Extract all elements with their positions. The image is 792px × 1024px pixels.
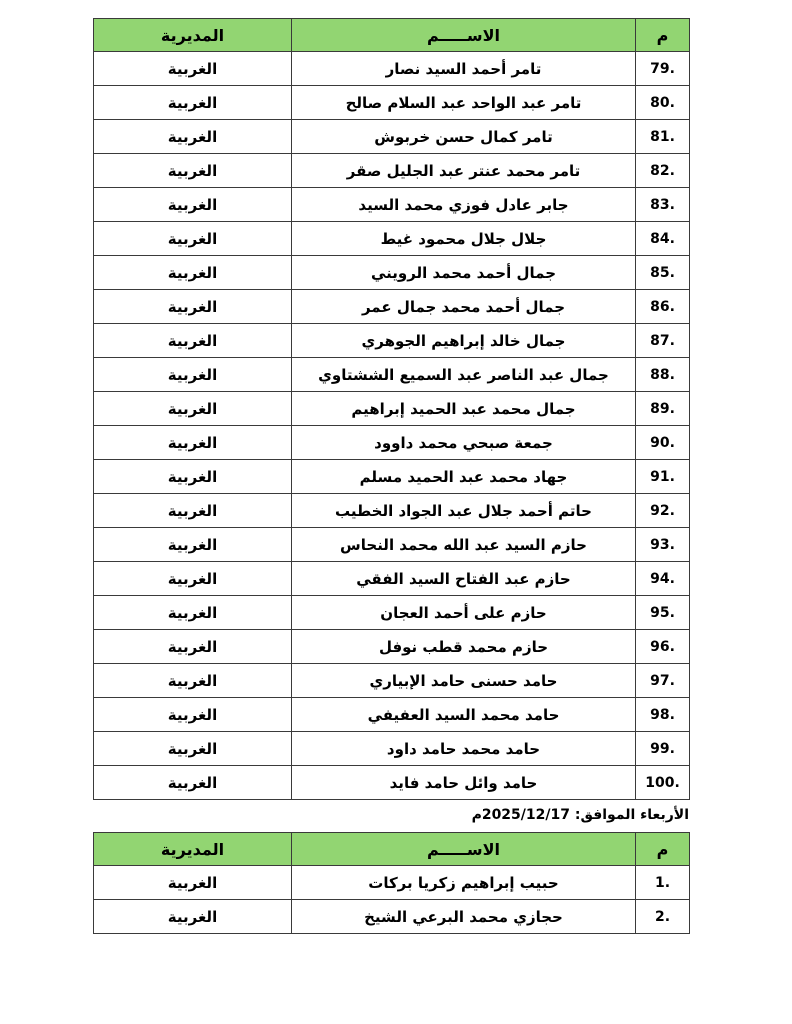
table-row — [94, 358, 690, 392]
row-number: 79. — [636, 52, 690, 86]
row-name: جمال أحمد محمد الرويني — [292, 256, 636, 290]
table-row — [94, 900, 690, 934]
header-directorate: المديرية — [94, 833, 292, 866]
row-number: 89. — [636, 392, 690, 426]
table-row — [94, 698, 690, 732]
row-name: تامر عبد الواحد عبد السلام صالح — [292, 86, 636, 120]
row-number: 99. — [636, 732, 690, 766]
table-row — [94, 528, 690, 562]
row-directorate: الغربية — [94, 698, 292, 732]
table-header-row — [94, 19, 690, 52]
table-row — [94, 630, 690, 664]
row-number: 88. — [636, 358, 690, 392]
row-number: 84. — [636, 222, 690, 256]
row-directorate: الغربية — [94, 528, 292, 562]
row-name: جهاد محمد عبد الحميد مسلم — [292, 460, 636, 494]
table-row — [94, 256, 690, 290]
row-number: 94. — [636, 562, 690, 596]
row-name: جمال عبد الناصر عبد السميع الششتاوي — [292, 358, 636, 392]
header-directorate: المديرية — [94, 19, 292, 52]
row-directorate: الغربية — [94, 86, 292, 120]
header-name: الاســـــم — [292, 833, 636, 866]
row-number: 90. — [636, 426, 690, 460]
row-number: 2. — [636, 900, 690, 934]
row-directorate: الغربية — [94, 596, 292, 630]
row-directorate: الغربية — [94, 732, 292, 766]
row-name: تامر أحمد السيد نصار — [292, 52, 636, 86]
row-name: حازم عبد الفتاح السيد الفقي — [292, 562, 636, 596]
row-directorate: الغربية — [94, 562, 292, 596]
table-row — [94, 596, 690, 630]
table-row — [94, 290, 690, 324]
row-directorate: الغربية — [94, 866, 292, 900]
row-name: تامر كمال حسن خربوش — [292, 120, 636, 154]
row-directorate: الغربية — [94, 494, 292, 528]
table-row — [94, 86, 690, 120]
row-name: حامد حسنى حامد الإبياري — [292, 664, 636, 698]
table-row — [94, 460, 690, 494]
table-row — [94, 732, 690, 766]
row-directorate: الغربية — [94, 630, 292, 664]
table-row — [94, 154, 690, 188]
row-directorate: الغربية — [94, 426, 292, 460]
row-number: 98. — [636, 698, 690, 732]
row-directorate: الغربية — [94, 256, 292, 290]
header-number: م — [636, 833, 690, 866]
row-name: حازم على أحمد العجان — [292, 596, 636, 630]
row-number: 82. — [636, 154, 690, 188]
row-name: حامد محمد السيد العفيفي — [292, 698, 636, 732]
row-number: 96. — [636, 630, 690, 664]
row-number: 1. — [636, 866, 690, 900]
table-row — [94, 866, 690, 900]
date-line: الأربعاء الموافق: 2025/12/17م — [471, 807, 689, 823]
row-name: تامر محمد عنتر عبد الجليل صقر — [292, 154, 636, 188]
row-directorate: الغربية — [94, 154, 292, 188]
table-row — [94, 392, 690, 426]
row-name: حاتم أحمد جلال عبد الجواد الخطيب — [292, 494, 636, 528]
row-name: حجازي محمد البرعي الشيخ — [292, 900, 636, 934]
row-directorate: الغربية — [94, 664, 292, 698]
row-name: جابر عادل فوزي محمد السيد — [292, 188, 636, 222]
row-directorate: الغربية — [94, 120, 292, 154]
row-number: 91. — [636, 460, 690, 494]
row-directorate: الغربية — [94, 290, 292, 324]
row-name: جمعة صبحي محمد داوود — [292, 426, 636, 460]
row-directorate: الغربية — [94, 188, 292, 222]
row-number: 87. — [636, 324, 690, 358]
row-number: 95. — [636, 596, 690, 630]
header-name: الاســـــم — [292, 19, 636, 52]
row-directorate: الغربية — [94, 460, 292, 494]
row-name: جمال خالد إبراهيم الجوهري — [292, 324, 636, 358]
header-number: م — [636, 19, 690, 52]
roster-table-2 — [93, 832, 690, 934]
row-directorate: الغربية — [94, 766, 292, 800]
table-row — [94, 188, 690, 222]
table-row — [94, 120, 690, 154]
row-directorate: الغربية — [94, 222, 292, 256]
row-number: 81. — [636, 120, 690, 154]
row-directorate: الغربية — [94, 358, 292, 392]
row-name: حامد محمد حامد داود — [292, 732, 636, 766]
row-number: 85. — [636, 256, 690, 290]
row-name: جمال محمد عبد الحميد إبراهيم — [292, 392, 636, 426]
row-name: حازم محمد قطب نوفل — [292, 630, 636, 664]
row-number: 83. — [636, 188, 690, 222]
table-row — [94, 426, 690, 460]
table-row — [94, 52, 690, 86]
row-name: حازم السيد عبد الله محمد النحاس — [292, 528, 636, 562]
row-number: 100. — [636, 766, 690, 800]
row-directorate: الغربية — [94, 52, 292, 86]
table-row — [94, 562, 690, 596]
table-row — [94, 222, 690, 256]
row-number: 93. — [636, 528, 690, 562]
row-number: 97. — [636, 664, 690, 698]
table-row — [94, 494, 690, 528]
row-directorate: الغربية — [94, 900, 292, 934]
row-number: 86. — [636, 290, 690, 324]
row-name: حبيب إبراهيم زكريا بركات — [292, 866, 636, 900]
table-row — [94, 324, 690, 358]
row-name: جمال أحمد محمد جمال عمر — [292, 290, 636, 324]
row-number: 92. — [636, 494, 690, 528]
roster-table-1 — [93, 18, 690, 800]
row-directorate: الغربية — [94, 324, 292, 358]
table-row — [94, 664, 690, 698]
row-name: جلال جلال محمود غيط — [292, 222, 636, 256]
row-name: حامد وائل حامد فايد — [292, 766, 636, 800]
row-number: 80. — [636, 86, 690, 120]
row-directorate: الغربية — [94, 392, 292, 426]
table-row — [94, 766, 690, 800]
table-header-row — [94, 833, 690, 866]
